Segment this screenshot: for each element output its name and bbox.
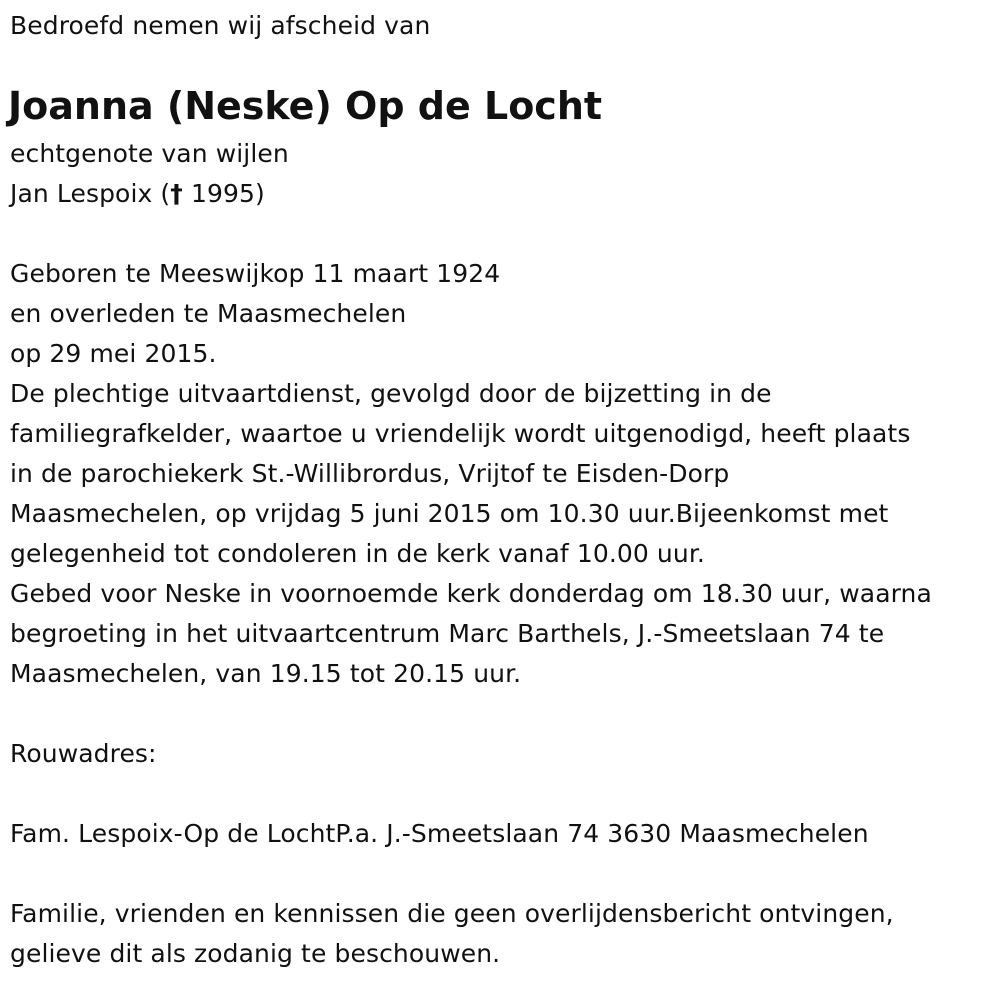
deceased-name: Joanna (Neske) Op de Locht (8, 84, 603, 128)
detail-line: begroeting in het uitvaartcentrum Marc Barthels, J.-Smeetslaan 74 te (10, 619, 885, 648)
detail-line: gelegenheid tot condoleren in de kerk vanaf 10.00 uur. (10, 539, 705, 568)
notice-line: Familie, vrienden en kennissen die geen overlijdensbericht ontvingen, (10, 899, 894, 928)
closing-notice (10, 894, 894, 974)
spouse-name-line (10, 174, 289, 214)
detail-line: Maasmechelen, op vrijdag 5 juni 2015 om 10.30 uur.Bijeenkomst met (10, 499, 889, 528)
detail-line: Geboren te Meeswijkop 11 maart 1924 (10, 259, 501, 288)
detail-line: familiegrafkelder, waartoe u vriendelijk wordt uitgenodigd, heeft plaats (10, 419, 911, 448)
spouse-relation: echtgenote van wijlen (10, 139, 289, 168)
detail-line: en overleden te Maasmechelen (10, 299, 407, 328)
cross-icon: † (170, 179, 183, 208)
rouwadres-address: Fam. Lespoix-Op de LochtP.a. J.-Smeetslaan 74 3630 Maasmechelen (10, 819, 869, 848)
spouse-death-year: 1995) (182, 179, 265, 208)
spouse-section (10, 134, 289, 214)
rouwadres-label: Rouwadres: (10, 739, 157, 768)
detail-line: Gebed voor Neske in voornoemde kerk donderdag om 18.30 uur, waarna (10, 579, 932, 608)
notice-line: gelieve dit als zodanig te beschouwen. (10, 939, 501, 968)
intro-text: Bedroefd nemen wij afscheid van (10, 11, 431, 40)
detail-line: in de parochiekerk St.-Willibrordus, Vrijtof te Eisden-Dorp (10, 459, 730, 488)
detail-line: op 29 mei 2015. (10, 339, 217, 368)
spouse-name: Jan Lespoix ( (10, 179, 171, 208)
funeral-details (10, 254, 932, 694)
detail-line: De plechtige uitvaartdienst, gevolgd door de bijzetting in de (10, 379, 772, 408)
detail-line: Maasmechelen, van 19.15 tot 20.15 uur. (10, 659, 522, 688)
